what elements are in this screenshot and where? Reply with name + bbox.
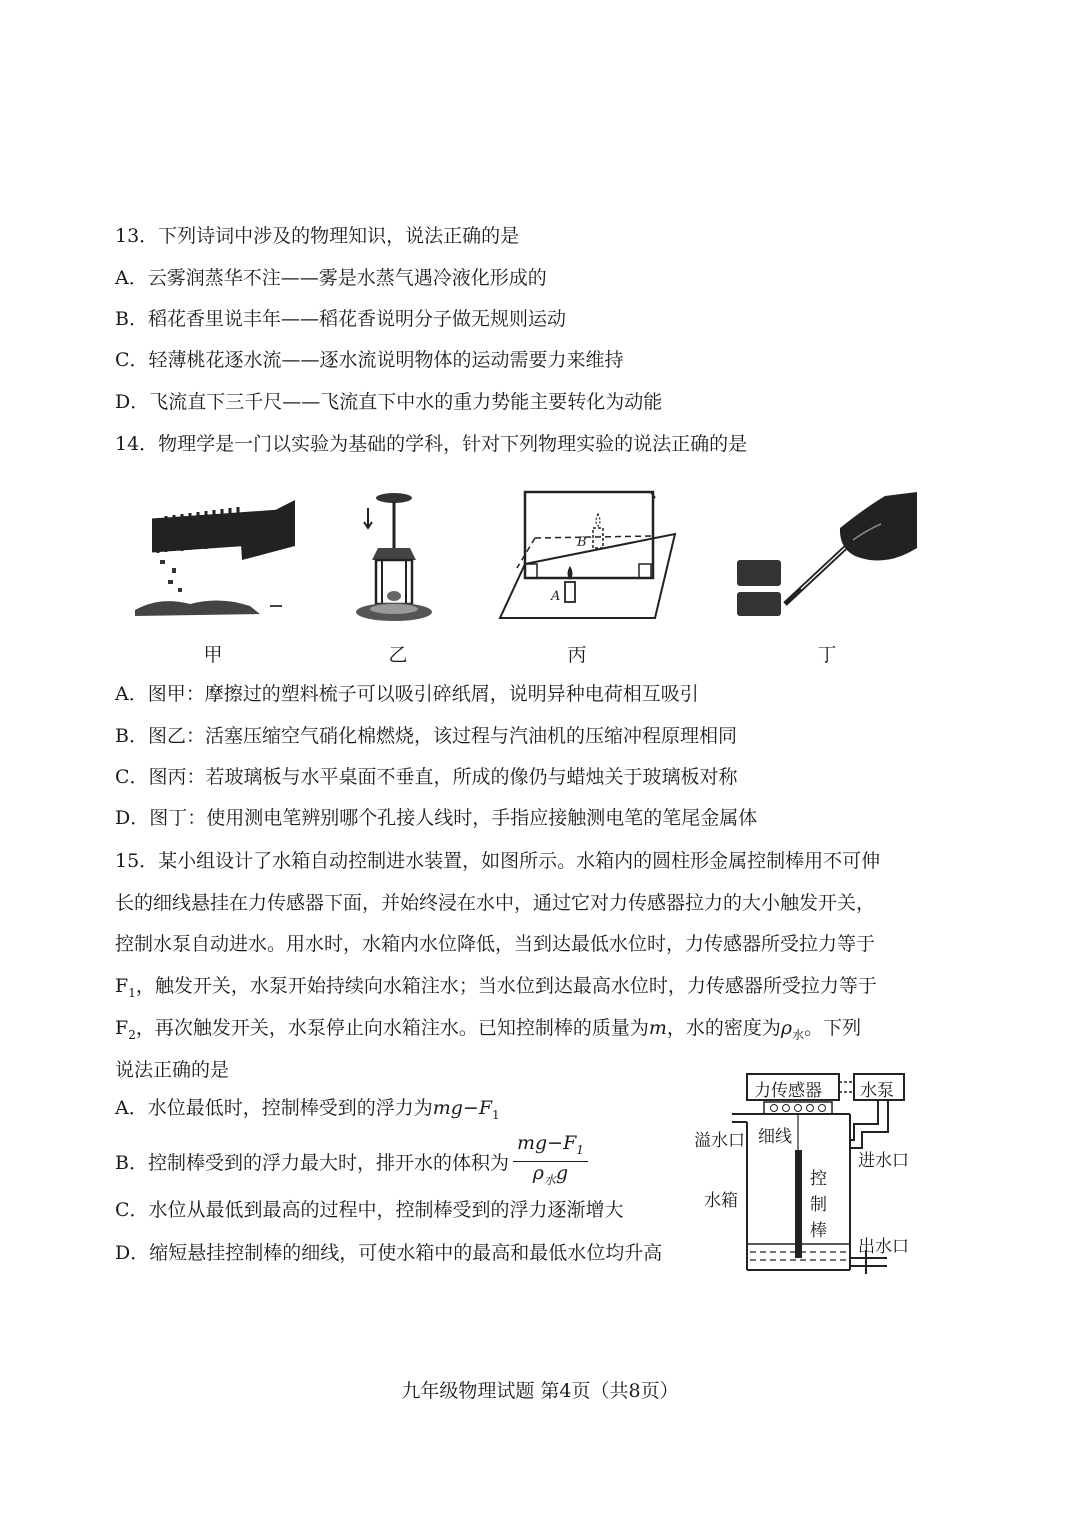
fig-label-bing: 丙 (567, 644, 587, 666)
q15-option-c: C．水位从最低到最高的过程中，控制棒受到的浮力逐渐增大 (115, 1199, 624, 1221)
q13-option-a: A．云雾润蒸华不注——雾是水蒸气遇冷液化形成的 (115, 267, 547, 289)
symbol-rho: ρ (780, 1017, 793, 1039)
fraction: $\frac{mg-F_1}{\rho_水g}$ (513, 1132, 588, 1191)
q15-line-3: 控制水泵自动进水。用水时，水箱内水位降低，当到达最低水位时，力传感器所受拉力等于 (115, 933, 876, 955)
q15-line-1: 15．某小组设计了水箱自动控制进水装置，如图所示。水箱内的圆柱形金属控制棒用不可伸 (115, 850, 881, 872)
q13-option-b: B．稻花香里说丰年——稻花香说明分子做无规则运动 (115, 308, 566, 330)
label-b: B (577, 535, 587, 550)
water-tank-diagram (692, 1070, 922, 1280)
q14-figures (125, 488, 925, 668)
q13-stem: 13．下列诗词中涉及的物理知识，说法正确的是 (115, 225, 520, 247)
q14-option-b: B．图乙：活塞压缩空气硝化棉燃烧，该过程与汽油机的压缩冲程原理相同 (115, 725, 737, 747)
q13-option-c: C．轻薄桃花逐水流——逐水流说明物体的运动需要力来维持 (115, 349, 624, 371)
label-inlet: 进水口 (858, 1151, 909, 1171)
q15-line-6: 说法正确的是 (115, 1059, 230, 1081)
piston-figure (350, 488, 440, 623)
label-rod-3: 棒 (810, 1221, 827, 1241)
q13-option-d: D．飞流直下三千尺——飞流直下中水的重力势能主要转化为动能 (115, 391, 663, 413)
q14-option-c: C．图丙：若玻璃板与水平桌面不垂直，所成的像仍与蜡烛关于玻璃板对称 (115, 766, 738, 788)
label-a: A (551, 589, 561, 604)
q15-line-2: 长的细线悬挂在力传感器下面，并始终浸在水中，通过它对力传感器拉力的大小触发开关， (115, 892, 876, 914)
label-rod-2: 制 (810, 1195, 827, 1215)
label-tank: 水箱 (704, 1191, 738, 1211)
label-force-sensor: 力传感器 (754, 1081, 822, 1101)
fig-label-jia: 甲 (203, 644, 223, 666)
mirror-figure (495, 488, 685, 623)
q14-stem: 14．物理学是一门以实验为基础的学科，针对下列物理实验的说法正确的是 (115, 433, 748, 455)
q15-line-5: $F_2$，再次触发开关，水泵停止向水箱注水。已知控制棒的质量为m，水的密度为$\rho_水$。下列 (115, 1017, 862, 1042)
q14-option-d: D．图丁：使用测电笔辨别哪个孔接人线时，手指应接触测电笔的笔尾金属体 (115, 807, 758, 829)
page-footer: 九年级物理试题 第4页（共8页） (401, 1380, 679, 1402)
q15-line-4: $F_1$，触发开关，水泵开始持续向水箱注水；当水位到达最高水位时，力传感器所受拉力等于 (115, 975, 877, 1000)
label-pump: 水泵 (860, 1081, 894, 1101)
q15-option-b: B．控制棒受到的浮力最大时，排开水的体积为 $\frac{mg-F_1}{\rho_水g}$ (115, 1132, 588, 1191)
label-outlet: 出水口 (858, 1237, 909, 1257)
comb-figure (130, 488, 300, 623)
q14-option-a: A．图甲：摩擦过的塑料梳子可以吸引碎纸屑，说明异种电荷相互吸引 (115, 683, 699, 705)
testpen-figure (735, 488, 920, 623)
label-string: 细线 (758, 1127, 792, 1147)
label-overflow: 溢水口 (694, 1131, 745, 1151)
fig-label-yi: 乙 (388, 644, 408, 666)
symbol-f1: F (115, 975, 129, 997)
q15-option-d: D．缩短悬挂控制棒的细线，可使水箱中的最高和最低水位均升高 (115, 1242, 663, 1264)
symbol-m: m (648, 1017, 667, 1039)
q15-option-a: A．水位最低时，控制棒受到的浮力为$mg-F_1$ (115, 1097, 500, 1122)
label-rod-1: 控 (810, 1169, 827, 1189)
fig-label-ding: 丁 (817, 644, 837, 666)
symbol-f2: F (115, 1017, 129, 1039)
